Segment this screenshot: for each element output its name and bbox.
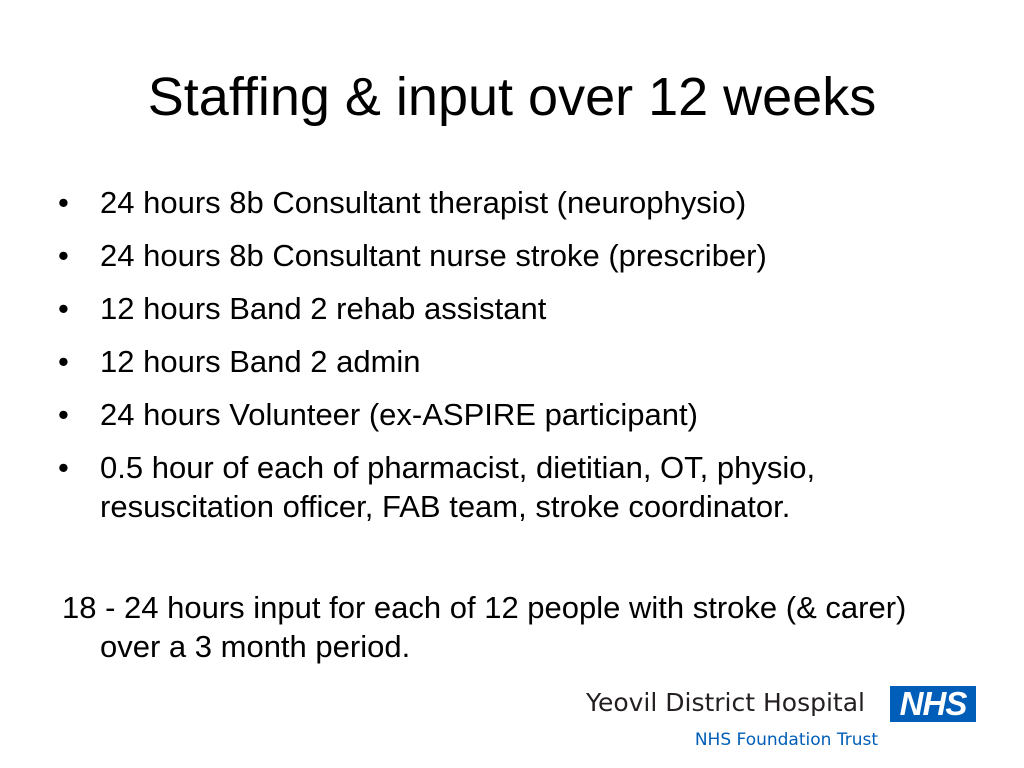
trust-name: NHS Foundation Trust [694, 730, 878, 750]
bullet-item [58, 183, 988, 222]
bullet-item [58, 342, 988, 381]
bullet-symbol: • [58, 238, 69, 273]
bullet-text: 12 hours Band 2 admin [100, 344, 421, 379]
hospital-name: Yeovil District Hospital [586, 688, 866, 717]
summary-text: 18 - 24 hours input for each of 12 people with stroke (& carer) over a 3 month period. [62, 590, 907, 664]
bullet-text: 24 hours 8b Consultant therapist (neurophysio) [100, 185, 747, 220]
bullet-text: 0.5 hour of each of pharmacist, dietitian, OT, physio, resuscitation officer, FAB team, stroke coordinator. [100, 450, 816, 524]
bullet-symbol: • [58, 397, 69, 432]
nhs-logo-mark: NHS [890, 686, 976, 722]
bullet-symbol: • [58, 185, 69, 220]
bullet-symbol: • [58, 291, 69, 326]
bullet-symbol: • [58, 344, 69, 379]
slide-title: Staffing & input over 12 weeks [147, 67, 877, 127]
bullet-text: 12 hours Band 2 rehab assistant [100, 291, 547, 326]
bullet-list [58, 183, 988, 540]
bullet-text: 24 hours Volunteer (ex-ASPIRE participant) [100, 397, 698, 432]
bullet-item [58, 289, 988, 328]
bullet-text: 24 hours 8b Consultant nurse stroke (prescriber) [100, 238, 767, 273]
bullet-symbol: • [58, 450, 69, 485]
hospital-logo [586, 686, 978, 756]
bullet-item [58, 236, 988, 275]
bullet-item [58, 395, 988, 434]
bullet-item [58, 448, 988, 526]
